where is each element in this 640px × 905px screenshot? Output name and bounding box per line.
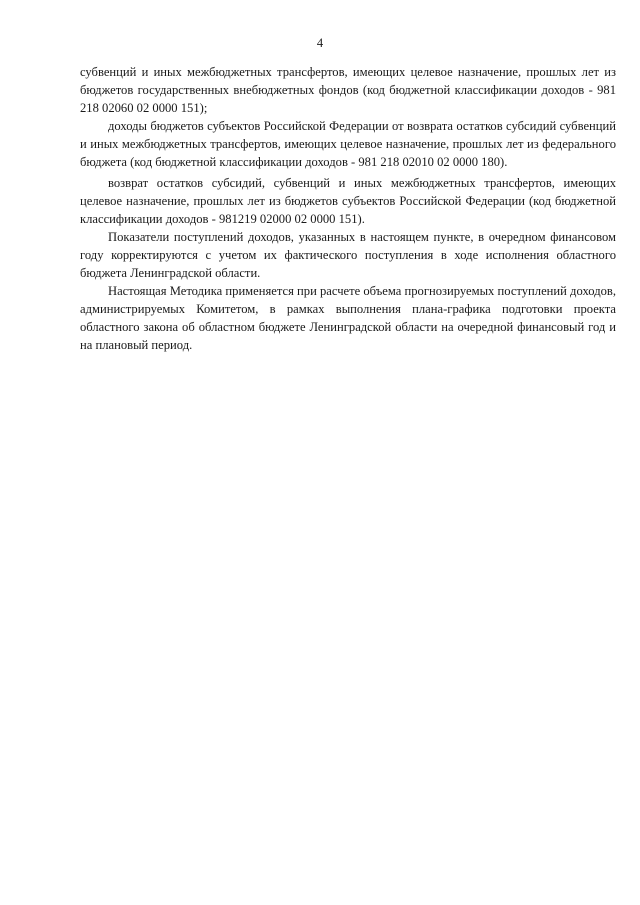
paragraph-continuation: субвенций и иных межбюджетных трансфертов, имеющих целевое назначение, прошлых лет из бюджетов государственных внебюджетных фондов (код бюджетной классификации доходов - 981 218 02060 02 0000 151); [80, 65, 616, 115]
page-number: 4 [316, 36, 324, 50]
document-body [80, 63, 616, 354]
paragraph-federal-budget-returns: доходы бюджетов субъектов Российской Федерации от возврата остатков субсидий субвенций и иных межбюджетных трансфертов, имеющих целевое назначение, прошлых лет из федерального бюджета (код бюджетной классификации доходов - 981 218 02010 02 0000 180). [80, 119, 616, 169]
paragraph-regional-budget-returns: возврат остатков субсидий, субвенций и иных межбюджетных трансфертов, имеющих целевое назначение, прошлых лет из бюджетов субъектов Российской Федерации (код бюджетной классификации доходов - 981219 02000 02 0000 151). [80, 176, 616, 226]
paragraph-methodology-scope: Настоящая Методика применяется при расчете объема прогнозируемых поступлений доходов, администрируемых Комитетом, в рамках выполнения плана-графика подготовки проекта областного закона об областном бюджете Ленинградской области на очередной финансовый год и на плановый период. [80, 284, 616, 352]
paragraph-revenue-adjustment: Показатели поступлений доходов, указанных в настоящем пункте, в очередном финансовом году корректируются с учетом их фактического поступления в ходе исполнения областного бюджета Ленинградской области. [80, 230, 616, 280]
